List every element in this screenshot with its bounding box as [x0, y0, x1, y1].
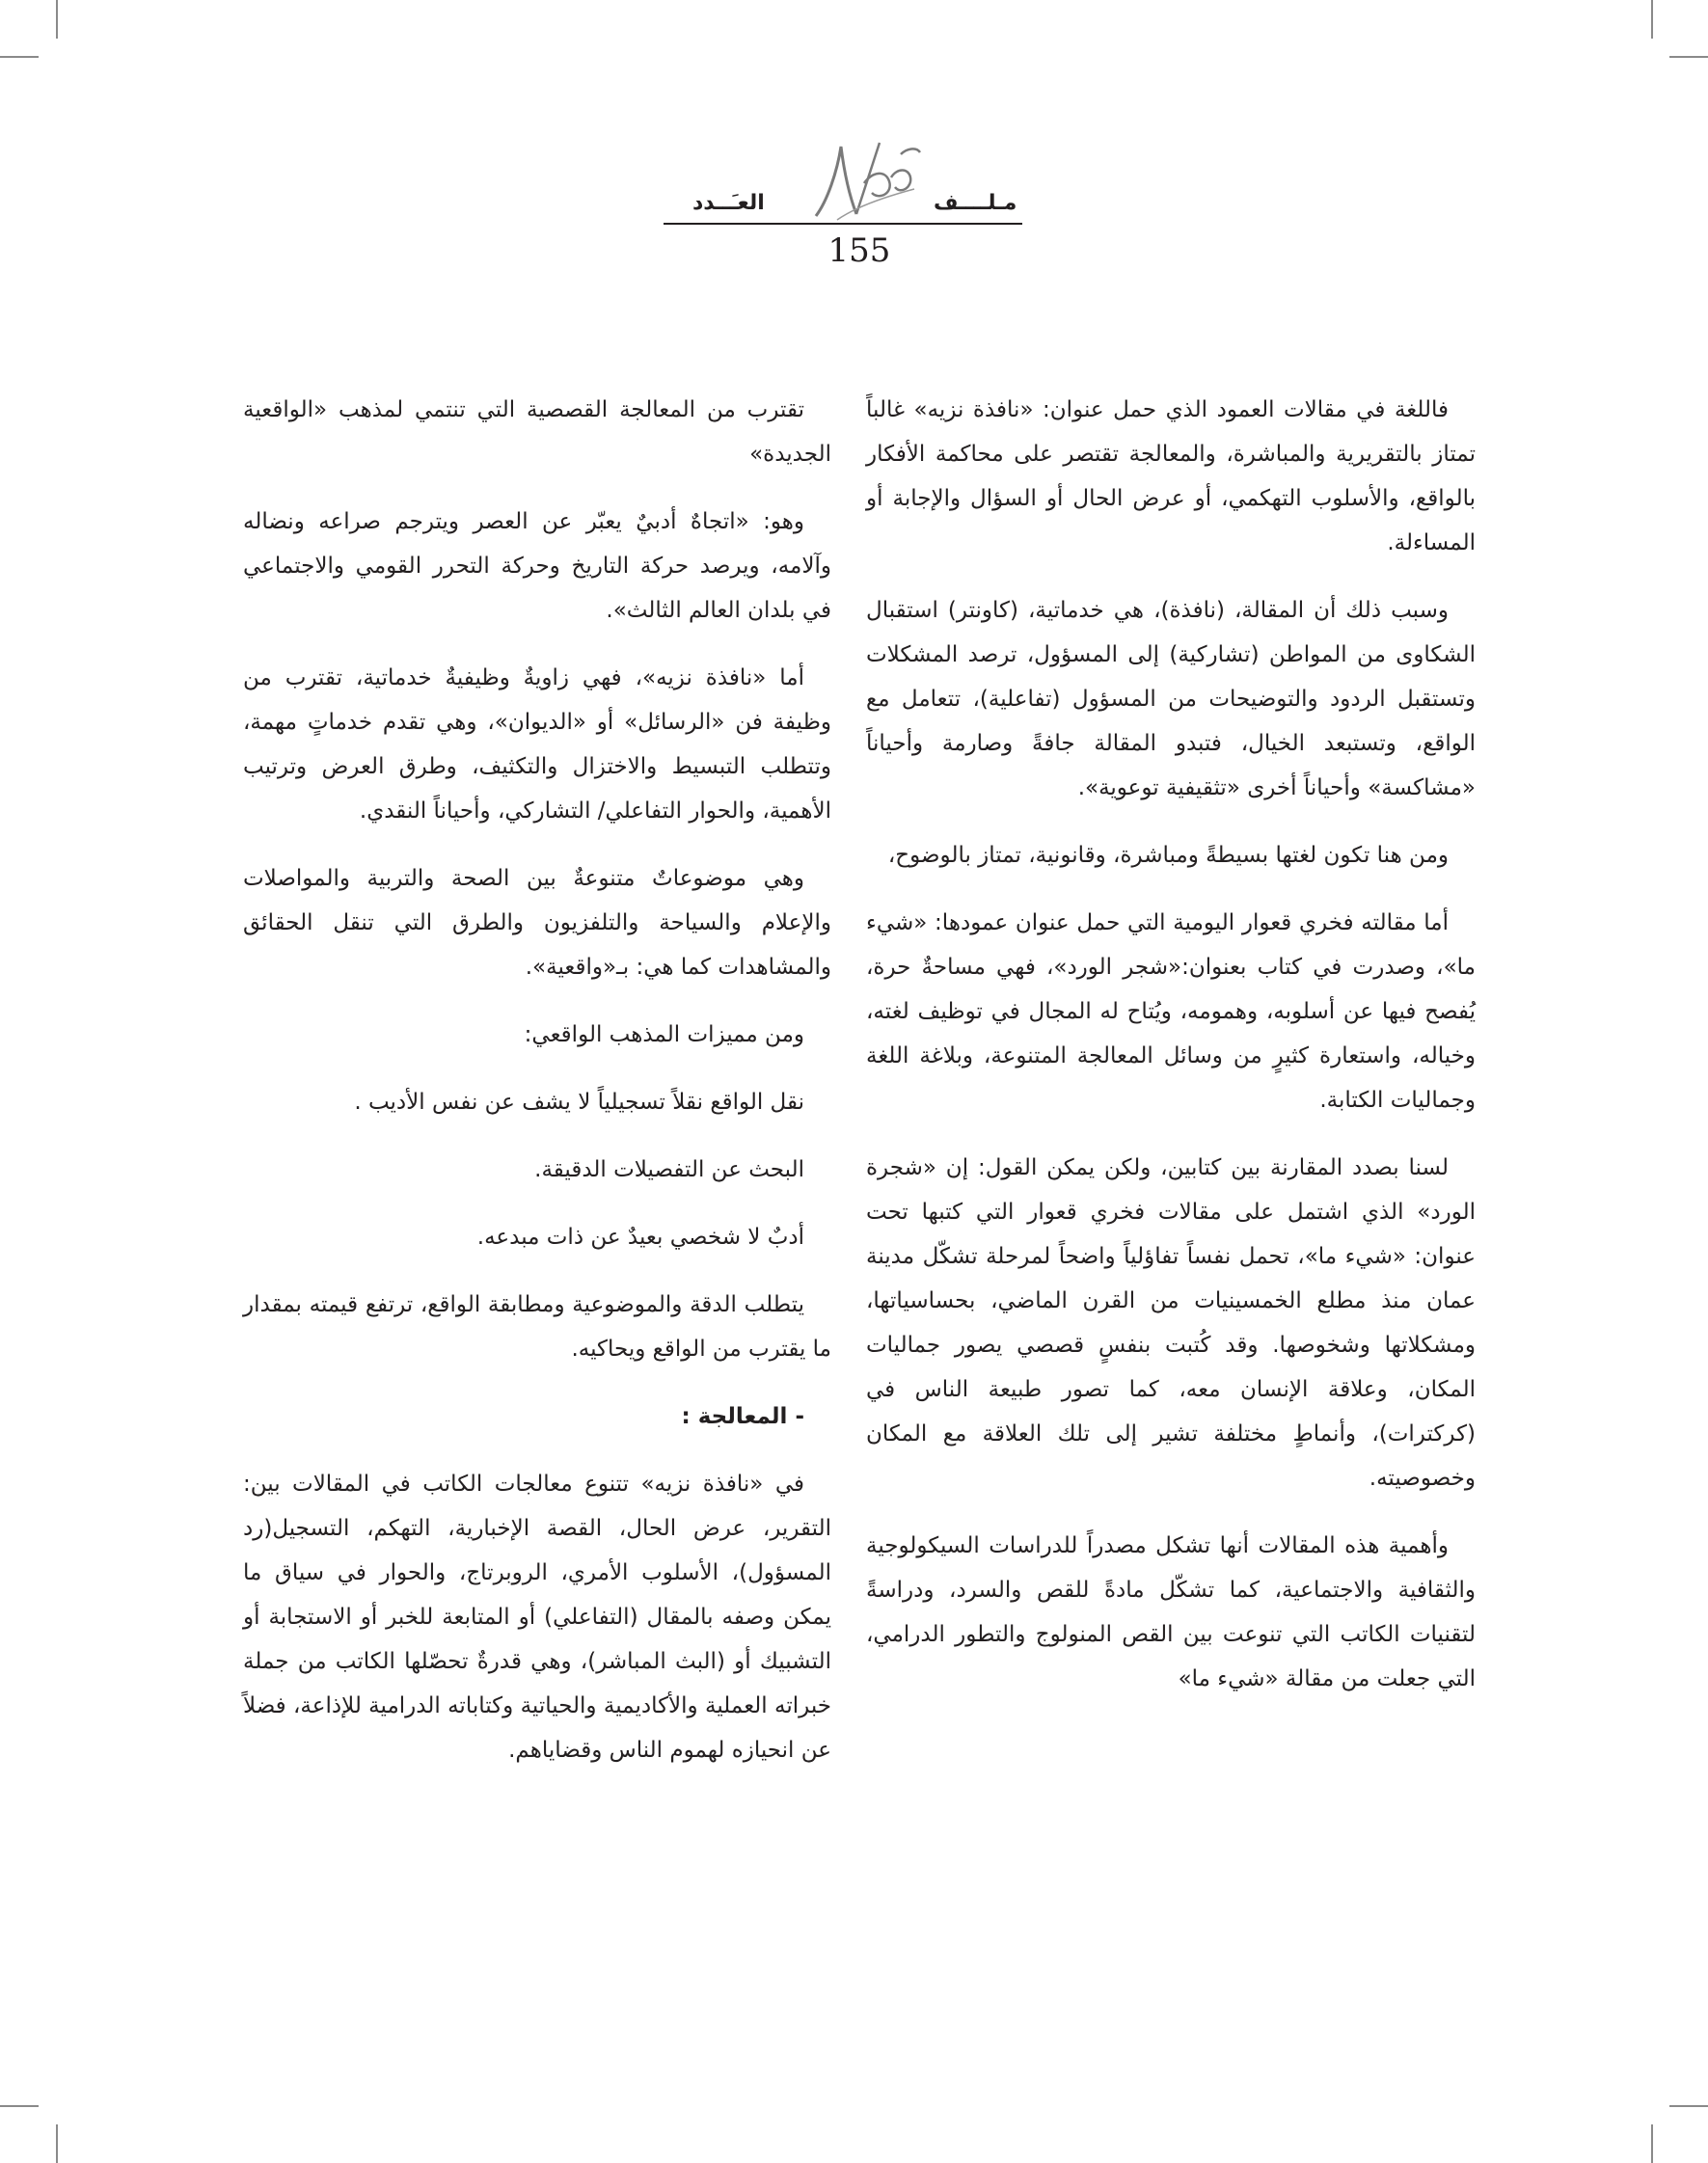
- text-column-right: [866, 388, 1476, 1724]
- header-rule: [664, 223, 1022, 225]
- section-heading: - المعالجة :: [681, 1404, 804, 1429]
- crop-mark: [1669, 2105, 1708, 2107]
- header-label-issue: العـَــدد: [692, 191, 765, 215]
- list-item: البحث عن التفصيلات الدقيقة.: [534, 1157, 804, 1182]
- crop-mark: [0, 56, 39, 58]
- page-number: 155: [827, 231, 891, 270]
- list-item: أدبٌ لا شخصي بعيدٌ عن ذات مبدعه.: [476, 1225, 804, 1250]
- paragraph: وسبب ذلك أن المقالة، (نافذة)، هي خدماتية، (كاونتر) استقبال الشكاوى من المواطن (تشاركية) إلى المسؤول، ترصد المشكلات وتستقبل الردود والتوضيحات من المسؤول (تفاعلية)، تتعامل مع الواقع، وتستبعد الخيال، فتبدو المقالة جافةً وصارمة وأحياناً «مشاكسة» وأحياناً أخرى «تثقيفية توعوية».: [866, 598, 1476, 800]
- text-column-left: [243, 388, 831, 1796]
- paragraph: لسنا بصدد المقارنة بين كتابين، ولكن يمكن القول: إن «شجرة الورد» الذي اشتمل على مقالات فخري قعوار التي كتبها تحت عنوان: «شيء ما»، تحمل نفساً تفاؤلياً واضحاً لمرحلة تشكّل مدينة عمان منذ مطلع الخمسينيات من القرن الماضي، بحساسياتها، ومشكلاتها وشخوصها. وقد كُتبت بنفسٍ قصصي يصور جماليات المكان، وعلاقة الإنسان معه، كما تصور طبيعة الناس في (كركترات)، وأنماطٍ مختلفة تشير إلى تلك العلاقة مع المكان وخصوصيته.: [866, 1155, 1476, 1491]
- crop-mark: [1651, 2124, 1653, 2163]
- list-intro: ومن مميزات المذهب الواقعي:: [524, 1022, 804, 1047]
- list-item: نقل الواقع نقلاً تسجيلياً لا يشف عن نفس الأديب .: [354, 1090, 804, 1115]
- paragraph: في «نافذة نزيه» تتنوع معالجات الكاتب في المقالات بين: التقرير، عرض الحال، القصة الإخبارية، التهكم، التسجيل(رد المسؤول)، الأسلوب الأمري، الروبرتاج، والحوار في سياق ما يمكن وصفه بالمقال (التفاعلي) أو المتابعة للخبر أو الاستجابة أو التشبيك أو (البث المباشر)، وهي قدرةٌ تحصّلها الكاتب من جملة خبراته العملية والأكاديمية والحياتية وكتاباته الدرامية للإذاعة، فضلاً عن انحيازه لهموم الناس وقضاياهم.: [243, 1472, 831, 1763]
- running-header: [0, 123, 1708, 287]
- paragraph: فاللغة في مقالات العمود الذي حمل عنوان: «نافذة نزيه» غالباً تمتاز بالتقريرية والمباشرة، والمعالجة تقتصر على محاكمة الأفكار بالواقع، والأسلوب التهكمي، أو عرض الحال أو السؤال والإجابة أو المساءلة.: [866, 397, 1476, 555]
- paragraph: أما مقالته فخري قعوار اليومية التي حمل عنوان عمودها: «شيء ما»، وصدرت في كتاب بعنوان:«شجر الورد»، فهي مساحةٌ حرة، يُفصح فيها عن أسلوبه، وهمومه، ويُتاح له المجال في توظيف لغته، وخياله، واستعارة كثيرٍ من وسائل المعالجة المتنوعة، وبلاغة اللغة وجماليات الكتابة.: [866, 910, 1476, 1113]
- paragraph: أما «نافذة نزيه»، فهي زاويةٌ وظيفيةٌ خدماتية، تقترب من وظيفة فن «الرسائل» أو «الديوان»، وهي تقدم خدماتٍ مهمة، وتتطلب التبسيط والاختزال والتكثيف، وطرق العرض وترتيب الأهمية، والحوار التفاعلي/ التشاركي، وأحياناً النقدي.: [243, 665, 831, 824]
- paragraph: ومن هنا تكون لغتها بسيطةً ومباشرة، وقانونية، تمتاز بالوضوح،: [887, 843, 1449, 868]
- crop-mark: [1651, 0, 1653, 39]
- paragraph: وهو: «اتجاهٌ أدبيٌ يعبّر عن العصر ويترجم صراعه ونضاله وآلامه، ويرصد حركة التاريخ وحركة التحرر القومي والاجتماعي في بلدان العالم الثالث».: [243, 509, 831, 623]
- paragraph: تقترب من المعالجة القصصية التي تنتمي لمذهب «الواقعية الجديدة»: [243, 397, 831, 467]
- header-label-file: مـلــــف: [934, 191, 1017, 215]
- magazine-logo-icon: [808, 133, 924, 226]
- paragraph: وهي موضوعاتٌ متنوعةٌ بين الصحة والتربية والمواصلات والإعلام والسياحة والتلفزيون والطرق التي تنقل الحقائق والمشاهدات كما هي: بـ«واقعية».: [243, 866, 831, 980]
- crop-mark: [1669, 56, 1708, 58]
- crop-mark: [0, 2105, 39, 2107]
- paragraph: يتطلب الدقة والموضوعية ومطابقة الواقع، ترتفع قيمته بمقدار ما يقترب من الواقع ويحاكيه.: [243, 1292, 831, 1362]
- crop-mark: [56, 0, 58, 39]
- crop-mark: [56, 2124, 58, 2163]
- paragraph: وأهمية هذه المقالات أنها تشكل مصدراً للدراسات السيكولوجية والثقافية والاجتماعية، كما تشكّل مادةً للقص والسرد، ودراسةً لتقنيات الكاتب التي تنوعت بين القص المنولوج والتطور الدرامي، التي جعلت من مقالة «شيء ما»: [866, 1533, 1476, 1691]
